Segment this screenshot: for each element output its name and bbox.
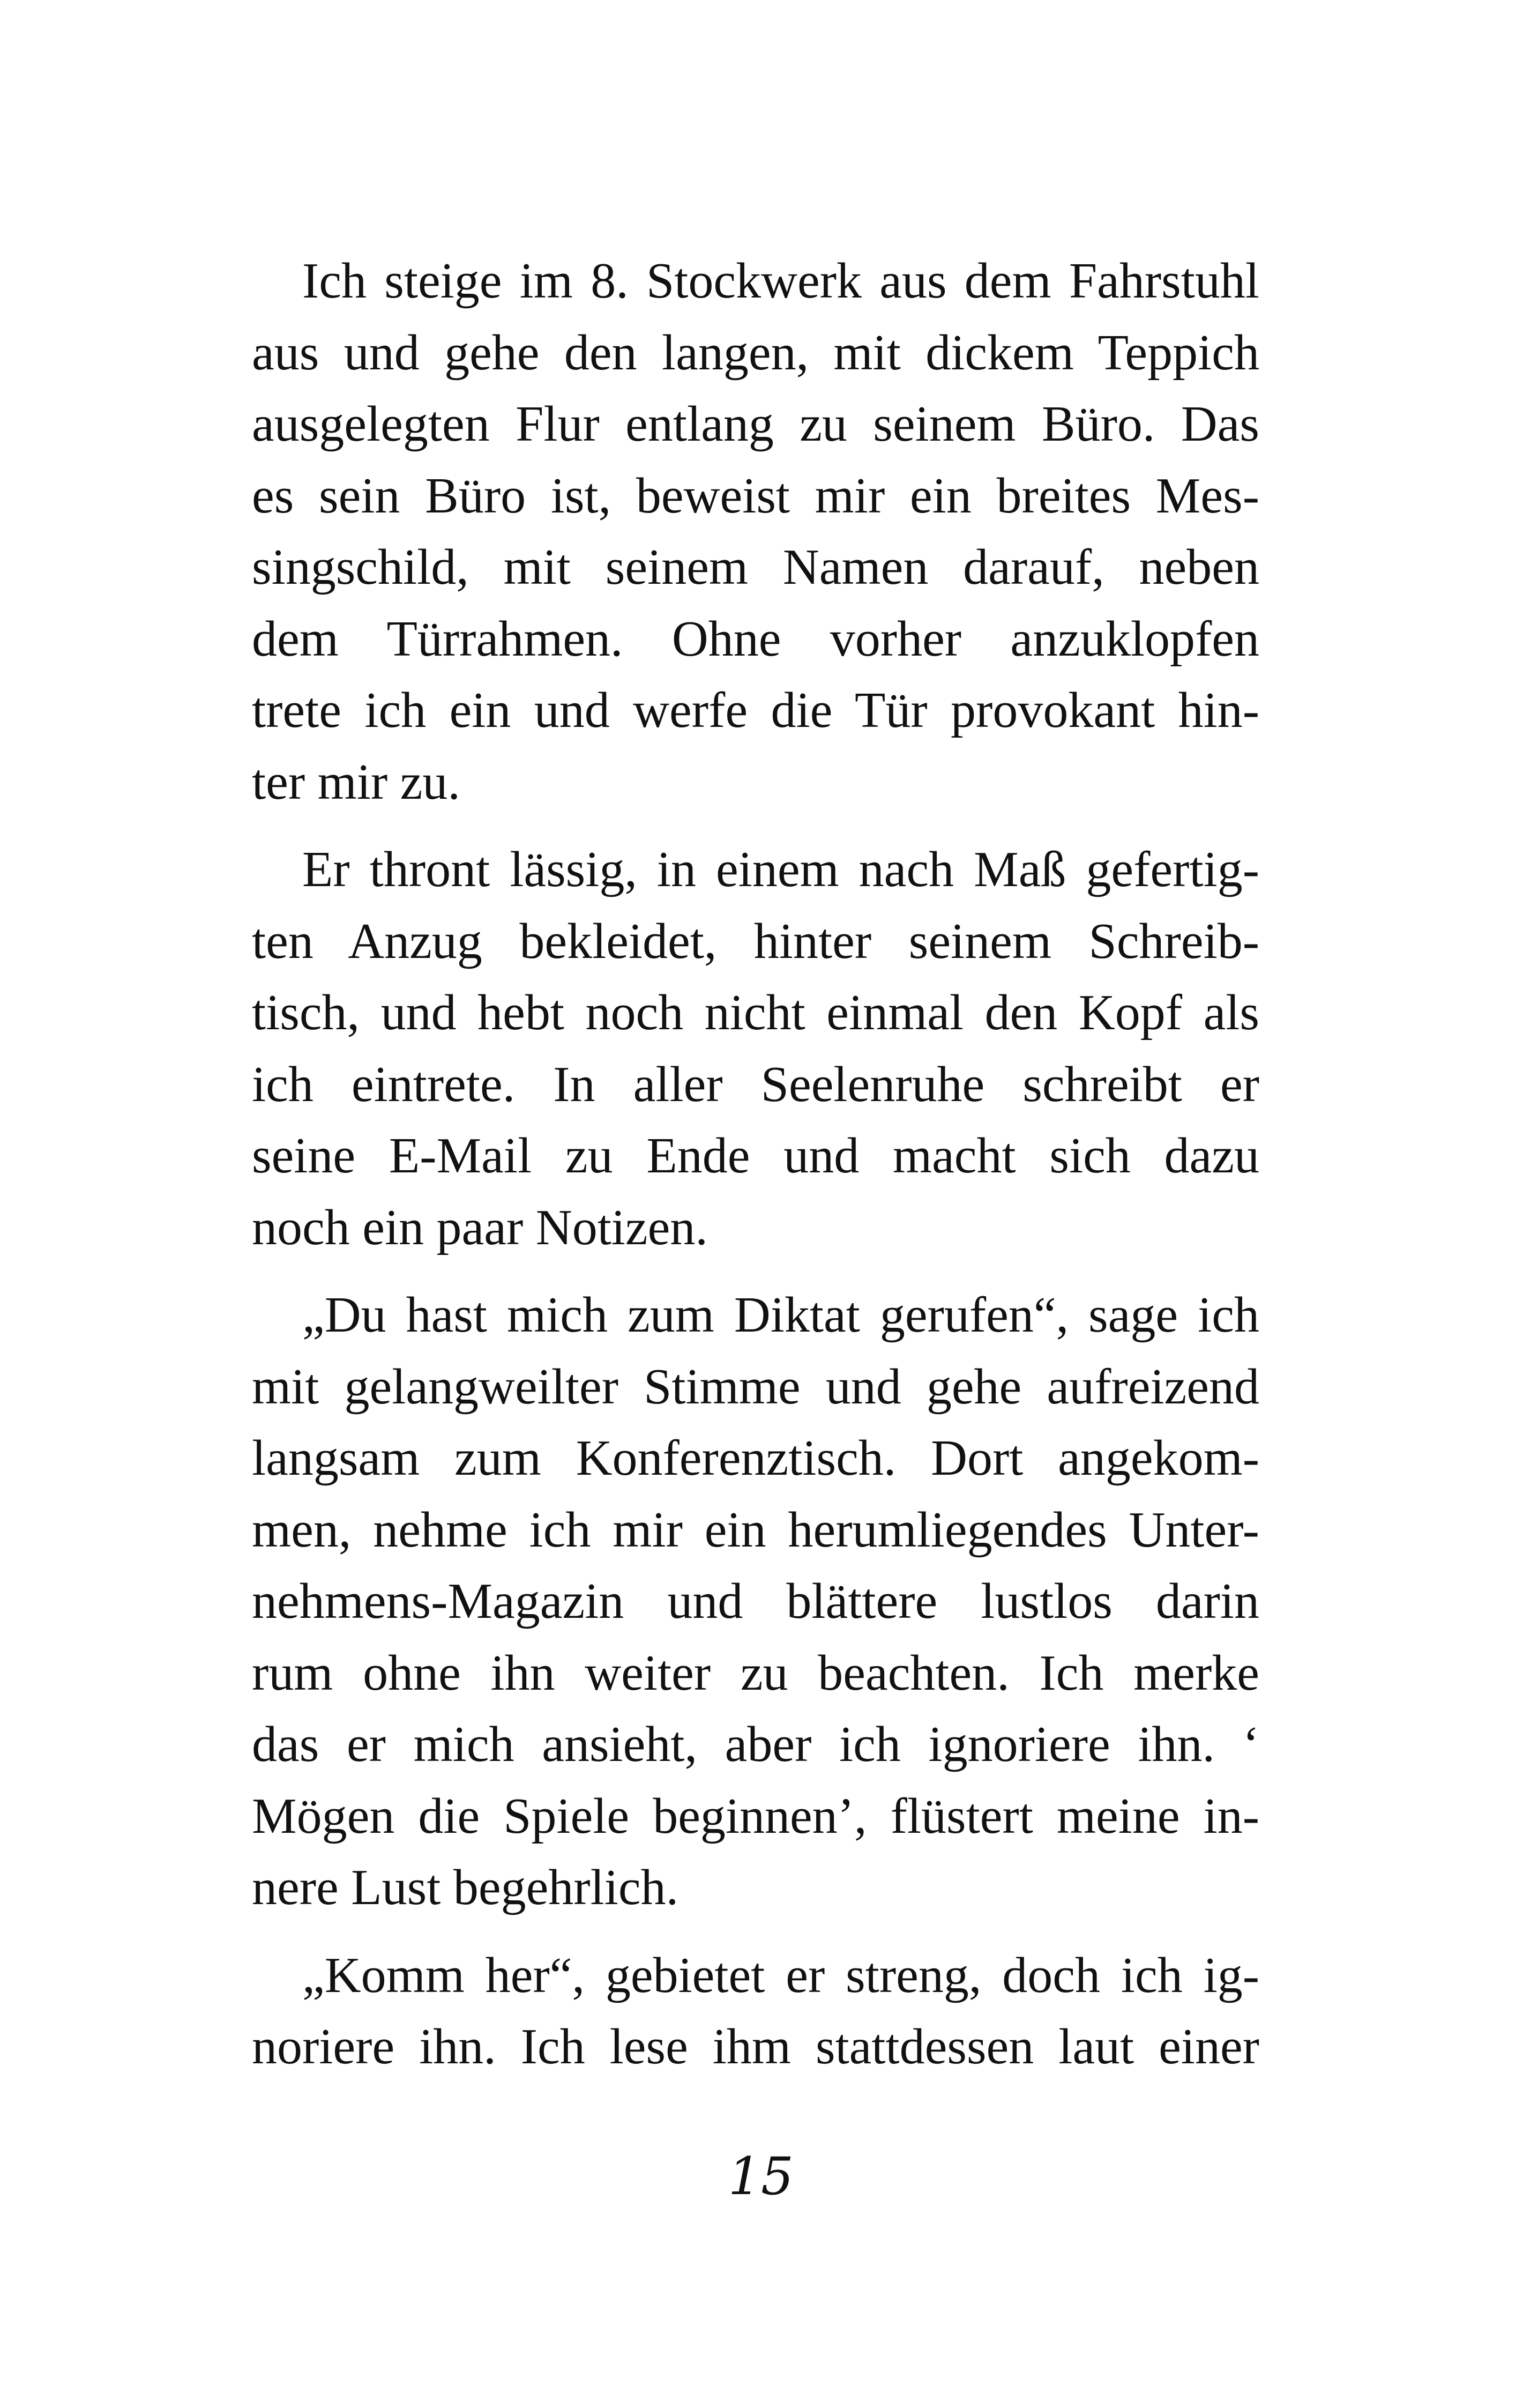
paragraph-2 bbox=[252, 834, 1259, 1264]
text-line: es sein Büro ist, beweist mir ein breites Mes- bbox=[252, 467, 1259, 524]
body-text bbox=[252, 246, 1259, 2099]
text-line: Er thront lässig, in einem nach Maß gefertig- bbox=[302, 842, 1259, 897]
paragraph-1 bbox=[252, 246, 1259, 818]
text-line: tisch, und hebt noch nicht einmal den Kopf als bbox=[252, 985, 1259, 1041]
page-number: 15 bbox=[728, 2146, 794, 2206]
text-line: noriere ihn. Ich lese ihm stattdessen laut einer bbox=[252, 2019, 1259, 2075]
text-line: Ich steige im 8. Stockwerk aus dem Fahrstuhl bbox=[302, 253, 1259, 309]
text-line: dem Türrahmen. Ohne vorher anzuklopfen bbox=[252, 611, 1259, 667]
text-line: nere Lust begehrlich. bbox=[252, 1860, 679, 1915]
text-line: mit gelangweilter Stimme und gehe aufreizend bbox=[252, 1358, 1259, 1415]
text-line: langsam zum Konferenztisch. Dort angekom- bbox=[252, 1430, 1259, 1486]
text-line: nehmens-Magazin und blättere lustlos darin bbox=[252, 1573, 1259, 1629]
text-line: rum ohne ihn weiter zu beachten. Ich merke bbox=[252, 1645, 1259, 1701]
text-line: das er mich ansieht, aber ich ignoriere ihn. ‘ bbox=[252, 1716, 1259, 1772]
text-line: ausgelegten Flur entlang zu seinem Büro. Das bbox=[252, 396, 1259, 452]
paragraph-3 bbox=[252, 1280, 1259, 1924]
text-line: seine E-Mail zu Ende und macht sich dazu bbox=[252, 1128, 1259, 1184]
text-line: Mögen die Spiele beginnen’, flüstert meine in- bbox=[252, 1788, 1259, 1844]
text-line: ich eintrete. In aller Seelenruhe schreibt er bbox=[252, 1056, 1259, 1112]
paragraph-4 bbox=[252, 1940, 1259, 2083]
text-line: noch ein paar Notizen. bbox=[252, 1199, 708, 1255]
text-line: trete ich ein und werfe die Tür provokant hin- bbox=[252, 682, 1259, 738]
text-line: aus und gehe den langen, mit dickem Teppich bbox=[252, 324, 1259, 381]
text-line: „Du hast mich zum Diktat gerufen“, sage ich bbox=[302, 1287, 1259, 1343]
text-line: ten Anzug bekleidet, hinter seinem Schreib- bbox=[252, 913, 1259, 969]
text-line: ter mir zu. bbox=[252, 754, 460, 810]
text-line: singschild, mit seinem Namen darauf, neben bbox=[252, 539, 1259, 595]
text-line: men, nehme ich mir ein herumliegendes Unter- bbox=[252, 1502, 1259, 1558]
text-line: „Komm her“, gebietet er streng, doch ich ig- bbox=[302, 1947, 1259, 2003]
